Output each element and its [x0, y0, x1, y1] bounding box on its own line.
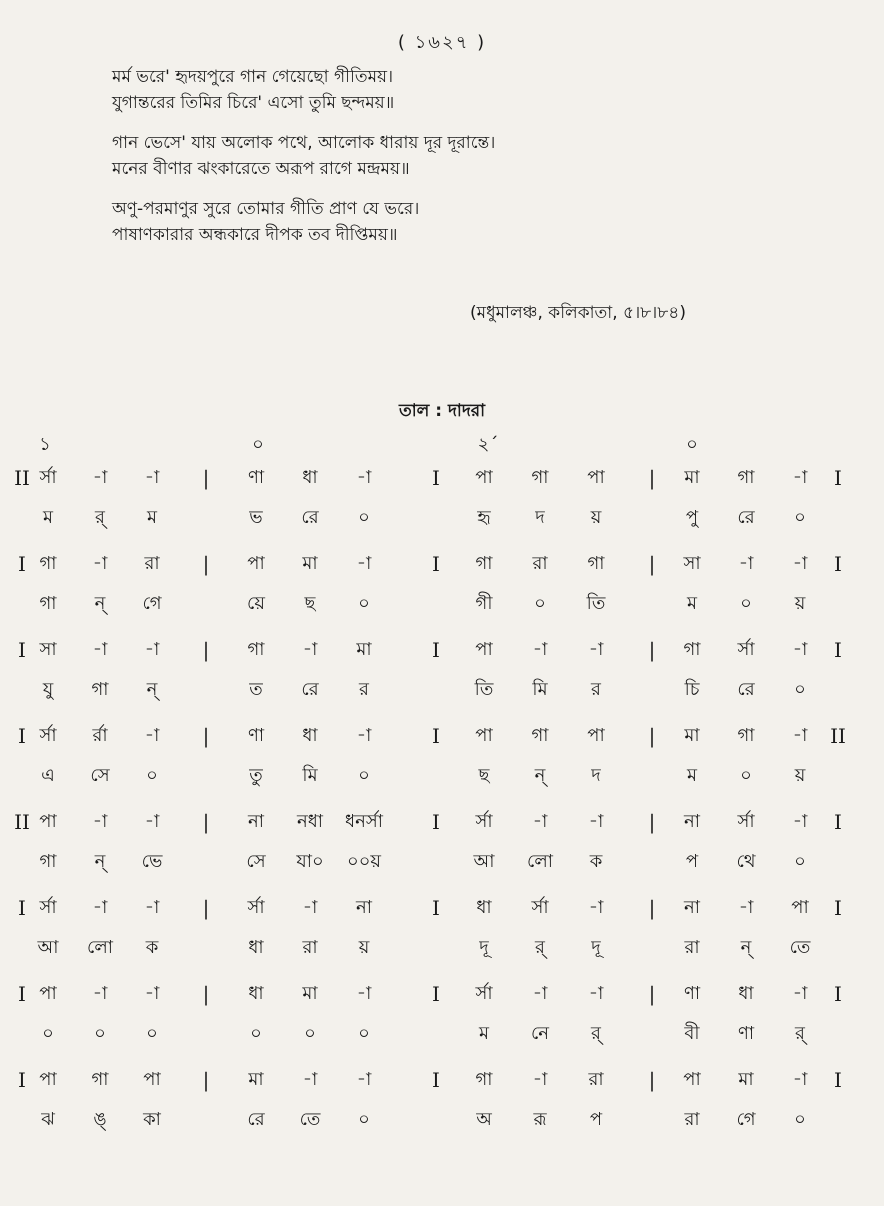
bar-line: | — [202, 552, 210, 576]
bar-line: | — [648, 466, 656, 490]
bar-line: | — [648, 552, 656, 576]
lyric-syllable: রে — [247, 1109, 265, 1130]
lyric-syllable: দূ — [479, 937, 489, 958]
lyric-syllable: ঝ — [41, 1109, 55, 1130]
bar-line: I — [834, 466, 842, 490]
lyric-syllable: ০ — [358, 1109, 370, 1130]
swara-note: ধা — [476, 897, 492, 918]
lyric-syllable: বী — [684, 1023, 700, 1044]
lyric-syllable: য় — [794, 765, 806, 786]
lyrics-block — [112, 64, 832, 248]
swara-note: পা — [475, 639, 493, 660]
lyric-syllable: ন্ — [146, 679, 158, 700]
swara-note: মা — [684, 467, 700, 488]
lyric-syllable: ০ — [358, 765, 370, 786]
swara-note: -া — [356, 1069, 372, 1090]
lyric-syllable: র — [359, 679, 369, 700]
lyric-syllable: ভে — [141, 851, 163, 872]
lyric-syllable: হৃ — [477, 507, 491, 528]
lyric-syllable: গা — [39, 851, 57, 872]
lyric-syllable: য় — [358, 937, 370, 958]
swara-note: -া — [356, 725, 372, 746]
bar-line: I — [18, 896, 26, 920]
swara-note: পা — [39, 811, 57, 832]
lyric-syllable: মি — [302, 765, 318, 786]
swara-note: -া — [532, 639, 548, 660]
swara-note: র্সা — [737, 811, 755, 832]
bar-line: I — [432, 724, 440, 748]
taal-heading: তাল : দাদরা — [398, 401, 486, 421]
swara-note: -া — [144, 639, 160, 660]
bar-line: I — [432, 638, 440, 662]
swara-note: মা — [302, 983, 318, 1004]
swara-note: -া — [792, 639, 808, 660]
lyric-syllable: রে — [301, 679, 319, 700]
bar-line: I — [432, 810, 440, 834]
lyric-syllable: ক — [589, 851, 603, 872]
lyric-syllable: প — [589, 1109, 603, 1130]
bar-line: II — [14, 810, 30, 834]
swara-note: পা — [475, 725, 493, 746]
lyric-syllable: তে — [789, 937, 811, 958]
swara-note: -া — [792, 811, 808, 832]
swara-note: -া — [302, 639, 318, 660]
lyric-syllable: ত — [249, 679, 263, 700]
lyric-syllable: দূ — [591, 937, 601, 958]
swara-note: গা — [247, 639, 265, 660]
bar-line: | — [202, 810, 210, 834]
swara-row — [0, 636, 884, 664]
lyric-syllable: ছ — [478, 765, 490, 786]
swara-note: -া — [356, 983, 372, 1004]
bar-line: | — [202, 1068, 210, 1092]
bar-line: I — [18, 552, 26, 576]
lyric-syllable: গে — [142, 593, 162, 614]
lyric-syllable: ঙ্ — [93, 1109, 107, 1130]
swara-note: -া — [792, 983, 808, 1004]
lyric-syllable: ০ — [794, 679, 806, 700]
swara-note: -া — [92, 467, 108, 488]
swara-note: -া — [302, 897, 318, 918]
swara-note: -া — [588, 811, 604, 832]
swara-note: -া — [356, 553, 372, 574]
swara-note: গা — [531, 467, 549, 488]
lyric-syllable: পু — [685, 507, 699, 528]
swara-note: -া — [532, 1069, 548, 1090]
lyric-syllable: রূ — [533, 1109, 547, 1130]
swara-note: পা — [791, 897, 809, 918]
swara-note: গা — [737, 725, 755, 746]
swara-note: গা — [531, 725, 549, 746]
swara-note: র্সা — [247, 897, 265, 918]
lyric-syllable: র্ — [535, 937, 545, 958]
lyric-syllable: তি — [586, 593, 606, 614]
swara-note: নধা — [296, 811, 324, 832]
swara-note: গা — [39, 553, 57, 574]
swara-note: পা — [587, 467, 605, 488]
swara-note: -া — [792, 553, 808, 574]
lyric-syllable: ০০য় — [346, 851, 382, 872]
swara-note: মা — [738, 1069, 754, 1090]
notation-section — [0, 464, 884, 1152]
swara-note: ধা — [248, 983, 264, 1004]
lyric-syllable: ম — [43, 507, 53, 528]
swara-note: গা — [737, 467, 755, 488]
swara-note: ণা — [247, 467, 265, 488]
lyric-syllable: আ — [37, 937, 59, 958]
lyric-syllable: ণা — [737, 1023, 755, 1044]
swara-note: গা — [91, 1069, 109, 1090]
lyric-syllable: ০ — [250, 1023, 262, 1044]
lyric-syllable: তে — [299, 1109, 321, 1130]
bar-line: | — [648, 810, 656, 834]
swara-note: -া — [356, 467, 372, 488]
bar-line: | — [648, 982, 656, 1006]
swara-note: রা — [144, 553, 160, 574]
notation-block — [0, 894, 884, 980]
lyric-syllable: ধা — [248, 937, 264, 958]
swara-note: পা — [683, 1069, 701, 1090]
lyric-syllable: য়ে — [247, 593, 265, 614]
lyric-syllable: অ — [476, 1109, 492, 1130]
lyric-syllable: মি — [532, 679, 548, 700]
bar-line: | — [648, 1068, 656, 1092]
swara-note: পা — [475, 467, 493, 488]
notation-block — [0, 1066, 884, 1152]
notation-block — [0, 722, 884, 808]
lyric-syllable: র্ — [795, 1023, 805, 1044]
lyric-line: মর্ম ভরে' হৃদয়পুরে গান গেয়েছো গীতিময়। — [112, 67, 394, 87]
swara-note: -া — [144, 725, 160, 746]
lyric-syllable: র্ — [95, 507, 105, 528]
notation-block — [0, 980, 884, 1066]
beat-marker: ১ — [39, 434, 51, 455]
swara-note: পা — [143, 1069, 161, 1090]
lyric-syllable: গে — [736, 1109, 756, 1130]
bar-line: I — [834, 1068, 842, 1092]
swara-note: পা — [587, 725, 605, 746]
bar-line: | — [202, 638, 210, 662]
lyric-syllable: ০ — [94, 1023, 106, 1044]
swara-note: ণা — [683, 983, 701, 1004]
lyric-line: যুগান্তরের তিমির চিরে' এসো তুমি ছন্দময়॥ — [112, 93, 395, 113]
lyric-syllable: র্ — [591, 1023, 601, 1044]
swara-row — [0, 722, 884, 750]
swara-note: সা — [683, 553, 701, 574]
swara-note: -া — [92, 897, 108, 918]
swara-row — [0, 464, 884, 492]
swara-note: র্সা — [475, 811, 493, 832]
lyric-syllable: রা — [684, 937, 700, 958]
lyric-syllable: রে — [301, 507, 319, 528]
citation: (মধুমালঞ্চ, কলিকাতা, ৫।৮।৮৪) — [470, 303, 686, 323]
lyric-syllable: এ — [41, 765, 55, 786]
lyric-syllable: প — [685, 851, 699, 872]
syllable-row — [0, 762, 884, 790]
swara-note: পা — [39, 983, 57, 1004]
lyric-syllable: নে — [530, 1023, 550, 1044]
lyric-syllable: তি — [474, 679, 494, 700]
bar-line: I — [432, 982, 440, 1006]
bar-line: II — [14, 466, 30, 490]
swara-note: -া — [792, 1069, 808, 1090]
swara-note: -া — [144, 983, 160, 1004]
bar-line: I — [432, 466, 440, 490]
bar-line: I — [834, 810, 842, 834]
swara-note: গা — [475, 1069, 493, 1090]
lyric-syllable: ছ — [304, 593, 316, 614]
notation-block — [0, 464, 884, 550]
lyric-syllable: আ — [473, 851, 495, 872]
lyric-syllable: ০ — [794, 851, 806, 872]
swara-row — [0, 894, 884, 922]
lyric-syllable: থে — [736, 851, 756, 872]
lyric-syllable: ন্ — [534, 765, 546, 786]
lyric-syllable: যু — [42, 679, 54, 700]
swara-note: রা — [532, 553, 548, 574]
swara-note: র্সা — [531, 897, 549, 918]
bar-line: I — [432, 552, 440, 576]
swara-note: -া — [92, 811, 108, 832]
swara-note: ধা — [302, 467, 318, 488]
lyric-syllable: ন্ — [94, 593, 106, 614]
bar-line: | — [202, 896, 210, 920]
bar-line: I — [432, 896, 440, 920]
bar-line: | — [202, 982, 210, 1006]
bar-line: | — [202, 724, 210, 748]
swara-note: -া — [144, 897, 160, 918]
swara-note: -া — [792, 725, 808, 746]
swara-note: -া — [588, 639, 604, 660]
swara-note: -া — [532, 983, 548, 1004]
swara-note: না — [248, 811, 264, 832]
swara-note: মা — [302, 553, 318, 574]
swara-note: ধনর্সা — [345, 811, 383, 832]
swara-note: না — [684, 811, 700, 832]
lyric-syllable: ০ — [740, 593, 752, 614]
lyric-syllable: ন্ — [94, 851, 106, 872]
lyric-syllable: গী — [475, 593, 493, 614]
syllable-row — [0, 504, 884, 532]
syllable-row — [0, 934, 884, 962]
notation-block — [0, 550, 884, 636]
swara-note: ধা — [302, 725, 318, 746]
lyric-syllable: যা০ — [296, 851, 324, 872]
lyric-syllable: ন্ — [740, 937, 752, 958]
swara-note: -া — [738, 553, 754, 574]
swara-note: ধা — [738, 983, 754, 1004]
lyric-syllable: ০ — [358, 1023, 370, 1044]
swara-note: গা — [587, 553, 605, 574]
bar-line: II — [830, 724, 846, 748]
swara-note: -া — [532, 811, 548, 832]
swara-note: র্সা — [39, 725, 57, 746]
bar-line: I — [834, 982, 842, 1006]
lyric-syllable: রা — [302, 937, 318, 958]
lyric-line: মনের বীণার ঝংকারেতে অরূপ রাগে মন্দ্রময়॥ — [112, 159, 410, 179]
lyric-syllable: ম — [479, 1023, 489, 1044]
notation-block — [0, 636, 884, 722]
lyric-line: গান ভেসে' যায় অলোক পথে, আলোক ধারায় দূর দূরান্তে। — [112, 133, 496, 153]
syllable-row — [0, 1020, 884, 1048]
swara-note: -া — [588, 897, 604, 918]
bar-line: I — [834, 896, 842, 920]
lyric-syllable: দ — [535, 507, 545, 528]
swara-note: মা — [684, 725, 700, 746]
lyric-syllable: ০ — [304, 1023, 316, 1044]
lyric-syllable: ০ — [794, 507, 806, 528]
swara-note: র্রা — [92, 725, 108, 746]
swara-note: -া — [792, 467, 808, 488]
swara-note: -া — [738, 897, 754, 918]
lyric-syllable: রা — [684, 1109, 700, 1130]
swara-note: রা — [588, 1069, 604, 1090]
swara-note: -া — [92, 639, 108, 660]
bar-line: | — [648, 724, 656, 748]
swara-note: ণা — [247, 725, 265, 746]
bar-line: I — [18, 724, 26, 748]
lyric-syllable: ০ — [740, 765, 752, 786]
syllable-row — [0, 590, 884, 618]
swara-note: না — [684, 897, 700, 918]
lyric-syllable: তু — [249, 765, 263, 786]
swara-note: সা — [39, 639, 57, 660]
lyric-syllable: ০ — [42, 1023, 54, 1044]
swara-note: র্সা — [737, 639, 755, 660]
lyric-syllable: র — [591, 679, 601, 700]
lyric-syllable: ০ — [534, 593, 546, 614]
swara-note: পা — [247, 553, 265, 574]
syllable-row — [0, 1106, 884, 1134]
lyric-syllable: লো — [527, 851, 553, 872]
syllable-row — [0, 676, 884, 704]
swara-note: পা — [39, 1069, 57, 1090]
swara-note: না — [356, 897, 372, 918]
lyric-syllable: ০ — [358, 593, 370, 614]
bar-line: I — [18, 982, 26, 1006]
lyric-syllable: গা — [91, 679, 109, 700]
swara-note: মা — [356, 639, 372, 660]
swara-row — [0, 808, 884, 836]
lyric-line: অণু-পরমাণুর সুরে তোমার গীতি প্রাণ যে ভরে। — [112, 199, 420, 219]
lyric-syllable: ভ — [249, 507, 263, 528]
lyric-syllable: ০ — [358, 507, 370, 528]
swara-row — [0, 550, 884, 578]
bar-line: I — [432, 1068, 440, 1092]
beat-marker: ০ — [252, 434, 264, 455]
swara-note: মা — [248, 1069, 264, 1090]
swara-row — [0, 1066, 884, 1094]
lyric-syllable: সে — [90, 765, 110, 786]
lyric-syllable: রে — [737, 679, 755, 700]
swara-note: -া — [92, 983, 108, 1004]
swara-note: গা — [683, 639, 701, 660]
lyric-syllable: গা — [39, 593, 57, 614]
lyric-syllable: লো — [87, 937, 113, 958]
syllable-row — [0, 848, 884, 876]
swara-note: -া — [144, 467, 160, 488]
beat-marker: ০ — [686, 434, 698, 455]
bar-line: | — [648, 896, 656, 920]
lyric-syllable: ০ — [794, 1109, 806, 1130]
swara-note: -া — [302, 1069, 318, 1090]
lyric-syllable: ম — [147, 507, 157, 528]
bar-line: I — [834, 638, 842, 662]
swara-note: গা — [475, 553, 493, 574]
lyric-syllable: ম — [687, 593, 697, 614]
swara-note: -া — [588, 983, 604, 1004]
lyric-line: পাষাণকারার অন্ধকারে দীপক তব দীপ্তিময়॥ — [112, 225, 398, 245]
lyric-syllable: য় — [590, 507, 602, 528]
lyric-syllable: ০ — [146, 765, 158, 786]
swara-note: র্সা — [475, 983, 493, 1004]
lyric-syllable: সে — [246, 851, 266, 872]
beat-markers — [0, 430, 884, 456]
swara-note: র্সা — [39, 897, 57, 918]
lyric-syllable: কা — [143, 1109, 161, 1130]
swara-note: -া — [92, 553, 108, 574]
swara-note: -া — [144, 811, 160, 832]
bar-line: | — [648, 638, 656, 662]
lyric-syllable: ক — [145, 937, 159, 958]
notation-block — [0, 808, 884, 894]
lyric-syllable: দ — [591, 765, 601, 786]
beat-marker: ২´ — [477, 434, 499, 455]
lyric-syllable: য় — [794, 593, 806, 614]
swara-note: র্সা — [39, 467, 57, 488]
lyric-syllable: ম — [687, 765, 697, 786]
lyric-syllable: রে — [737, 507, 755, 528]
page-number: ( ১৬২৭ ) — [397, 32, 487, 53]
bar-line: I — [18, 1068, 26, 1092]
bar-line: I — [834, 552, 842, 576]
lyric-syllable: ০ — [146, 1023, 158, 1044]
bar-line: | — [202, 466, 210, 490]
swara-row — [0, 980, 884, 1008]
bar-line: I — [18, 638, 26, 662]
lyric-syllable: চি — [684, 679, 700, 700]
